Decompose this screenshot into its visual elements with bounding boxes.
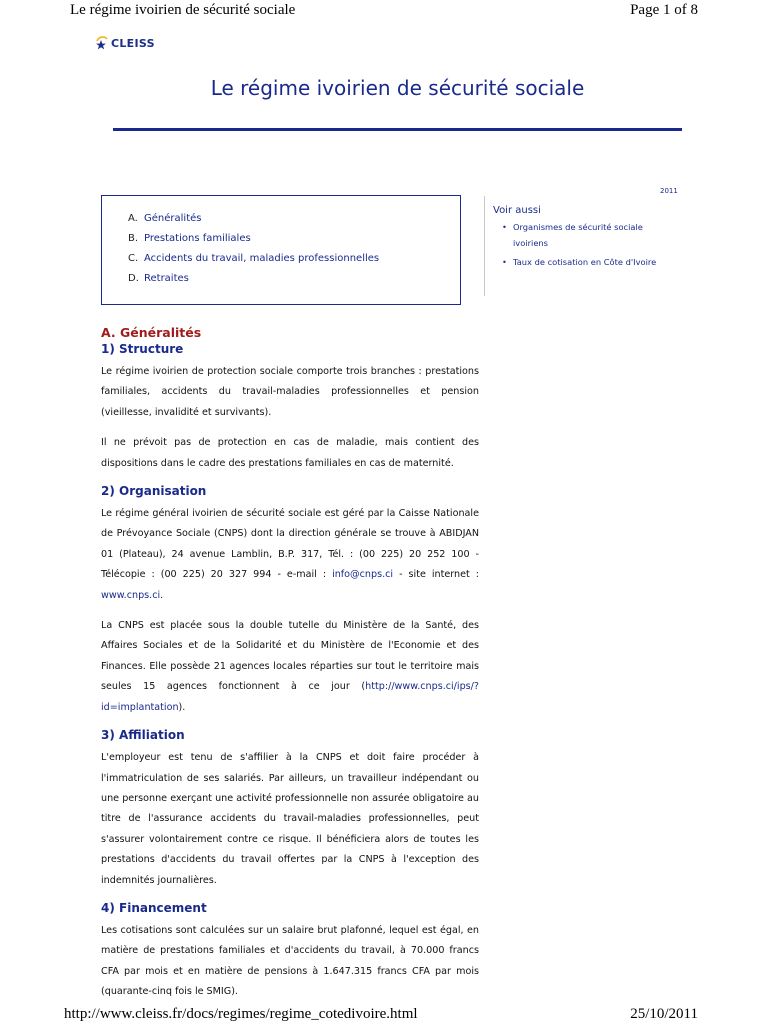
financement-heading: 4) Financement	[101, 900, 207, 915]
organisation-text-mid: - site internet :	[393, 569, 479, 581]
affiliation-paragraph: L'employeur est tenu de s'affilier à la CNPS et doit faire procéder à l'immatriculation de ses salariés. Par ailleurs, un travailleur indépendant ou une personne exerçant une activité professionnelle non assurée obligatoire au titre de l'assurance accidents du travail-maladies professionnelles, peut s'assurer volontairement contre ce risque. Il bénéficiera alors de toutes les prestations d'accidents du travail offertes par la CNPS à l'exception des indemnités journalières.	[101, 752, 479, 886]
cnps-email-link[interactable]: info@cnps.ci	[332, 569, 394, 581]
toc-letter: D.	[128, 273, 139, 284]
structure-paragraph-1: Le régime ivoirien de protection sociale comporte trois branches : prestations familiales, accidents du travail-maladies professionnelles et pension (vieillesse, invalidité et survivants).	[101, 366, 479, 418]
cnps-website-link[interactable]: www.cnps.ci	[101, 589, 161, 601]
toc-link-accidents-travail[interactable]: Accidents du travail, maladies professionnelles	[144, 253, 380, 264]
toc-link-generalites[interactable]: Généralités	[144, 213, 202, 224]
affiliation-heading: 3) Affiliation	[101, 728, 185, 743]
print-footer-url: http://www.cleiss.fr/docs/regimes/regime_cotedivoire.html	[64, 1006, 418, 1022]
cnps-implantation-link[interactable]: http://www.cnps.ci/ips/?id=implantation	[101, 681, 479, 713]
toc-item	[128, 272, 379, 292]
print-header-page: Page 1 of 8	[630, 2, 698, 18]
see-also-link-organismes[interactable]: Organismes de sécurité sociale ivoiriens	[513, 222, 643, 248]
see-also-link-taux-cotisation[interactable]: Taux de cotisation en Côte d'Ivoire	[513, 257, 657, 267]
document-year: 2011	[660, 187, 678, 195]
organisation-p2-text: La CNPS est placée sous la double tutelle du Ministère de la Santé, des Affaires Sociales et de la Solidarité et du Ministère de l'Economie et des Finances. Elle possède 21 agences locales réparties sur tout le territoire mais seules 15 agences fonctionnent à ce jour (	[101, 620, 479, 693]
cleiss-star-logo-icon	[94, 35, 110, 51]
see-also-title: Voir aussi	[493, 205, 541, 216]
organisation-p2-end: ).	[178, 701, 186, 713]
print-header-title: Le régime ivoirien de sécurité sociale	[70, 2, 296, 18]
financement-paragraph: Les cotisations sont calculées sur un salaire brut plafonné, lequel est égal, en matière de prestations familiales et d'accidents du travail, à 70.000 francs CFA par mois et en matière de pensions à 1.647.315 francs CFA par mois (quarante-cinq fois le SMIG).	[101, 924, 479, 998]
logo-text: CLEISS	[111, 36, 155, 50]
toc-item	[128, 232, 379, 252]
toc-link-retraites[interactable]: Retraites	[144, 273, 189, 284]
organisation-text: Le régime général ivoirien de sécurité sociale est géré par la Caisse Nationale de Prévoyance Sociale (CNPS) dont la direction générale se trouve à ABIDJAN 01 (Plateau), 24 avenue Lamblin, B.P. 317, Tél. : (00 225) 20 252 100 - Télécopie : (00 225) 20 327 994 - e-mail :	[101, 508, 479, 581]
section-a-title: A. Généralités	[101, 325, 202, 340]
toc-letter: B.	[128, 233, 139, 244]
organisation-paragraph-1	[101, 504, 479, 606]
organisation-paragraph-2	[101, 616, 479, 718]
see-also-item	[501, 254, 661, 270]
toc-item	[128, 252, 379, 272]
cleiss-logo[interactable]	[94, 34, 155, 52]
toc-letter: C.	[128, 253, 139, 264]
table-of-contents	[101, 195, 461, 305]
organisation-text-end: .	[160, 589, 164, 601]
main-content	[101, 325, 479, 1003]
page-title: Le régime ivoirien de sécurité sociale	[210, 76, 585, 100]
print-footer-date: 25/10/2011	[630, 1006, 698, 1022]
print-header	[0, 2, 768, 20]
organisation-heading: 2) Organisation	[101, 484, 207, 499]
see-also-item	[501, 219, 661, 251]
structure-heading: 1) Structure	[101, 342, 184, 356]
see-also-box	[484, 196, 685, 296]
toc-link-prestations-familiales[interactable]: Prestations familiales	[144, 233, 251, 244]
toc-item	[128, 212, 379, 232]
structure-paragraph-2: Il ne prévoit pas de protection en cas de maladie, mais contient des dispositions dans le cadre des prestations familiales en cas de maternité.	[101, 437, 479, 469]
title-divider	[113, 128, 682, 131]
toc-letter: A.	[128, 213, 138, 224]
